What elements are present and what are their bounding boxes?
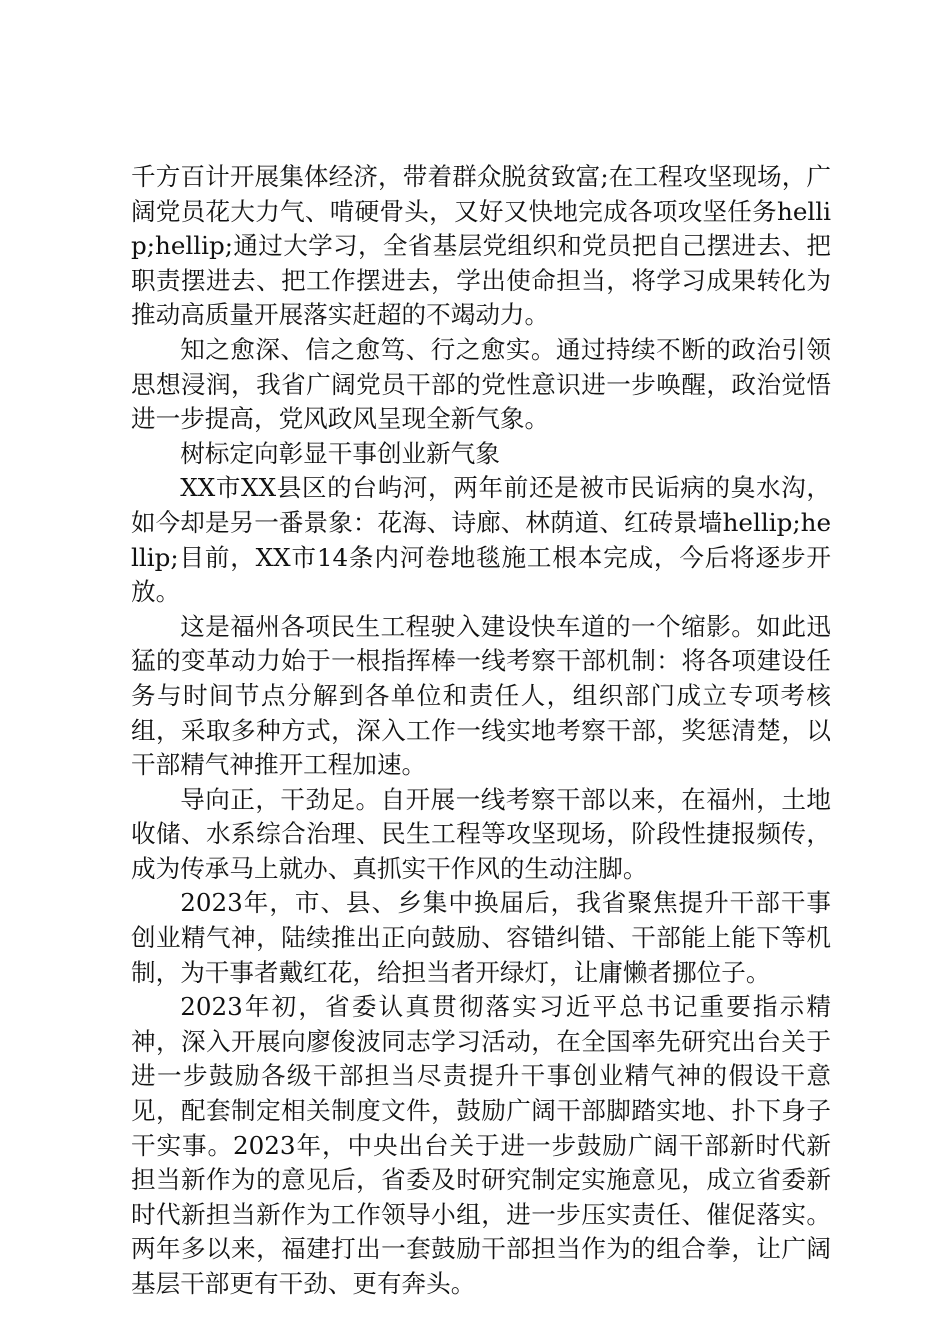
paragraph-4: 这是福州各项民生工程驶入建设快车道的一个缩影。如此迅猛的变革动力始于一根指挥棒一线考察干部机制：将各项建设任务与时间节点分解到各单位和责任人，组织部门成立专项考核组，采取多种方式，深入工作一线实地考察干部，奖惩清楚，以干部精气神推开工程加速。: [131, 611, 831, 780]
paragraph-6: 2023年，市、县、乡集中换届后，我省聚焦提升干部干事创业精气神，陆续推出正向鼓励、容错纠错、干部能上能下等机制，为干事者戴红花，给担当者开绿灯，让庸懒者挪位子。: [131, 888, 831, 987]
document-body: [131, 160, 831, 1302]
paragraph-2: 知之愈深、信之愈笃、行之愈实。通过持续不断的政治引领思想浸润，我省广阔党员干部的党性意识进一步唤醒，政治觉悟进一步提高，党风政风呈现全新气象。: [131, 334, 831, 434]
paragraph-5: 导向正，干劲足。自开展一线考察干部以来，在福州，土地收储、水系综合治理、民生工程等攻坚现场，阶段性捷报频传，成为传承马上就办、真抓实干作风的生动注脚。: [131, 784, 831, 883]
paragraph-3: XX市XX县区的台屿河，两年前还是被市民诟病的臭水沟，如今却是另一番景象：花海、诗廊、林荫道、红砖景墙hellip;hellip;目前，XX市14条内河卷地毯施工根本完成，今后将逐步开放。: [131, 473, 831, 607]
paragraph-1: 千方百计开展集体经济，带着群众脱贫致富;在工程攻坚现场，广阔党员花大力气、啃硬骨头，又好又快地完成各项攻坚任务hellip;hellip;通过大学习，全省基层党组织和党员把自己摆进去、把职责摆进去、把工作摆进去，学出使命担当，将学习成果转化为推动高质量开展落实赶超的不竭动力。: [131, 162, 831, 330]
section-heading: 树标定向彰显干事创业新气象: [180, 438, 500, 468]
paragraph-7: 2023年初，省委认真贯彻落实习近平总书记重要指示精神，深入开展向廖俊波同志学习活动，在全国率先研究出台关于进一步鼓励各级干部担当尽责提升干事创业精气神的假设干意见，配套制定相关制度文件，鼓励广阔干部脚踏实地、扑下身子干实事。2023年，中央出台关于进一步鼓励广阔干部新时代新担当新作为的意见后，省委及时研究制定实施意见，成立省委新时代新担当新作为工作领导小组，进一步压实责任、催促落实。两年多以来，福建打出一套鼓励干部担当作为的组合拳，让广阔基层干部更有干劲、更有奔头。: [131, 992, 831, 1298]
